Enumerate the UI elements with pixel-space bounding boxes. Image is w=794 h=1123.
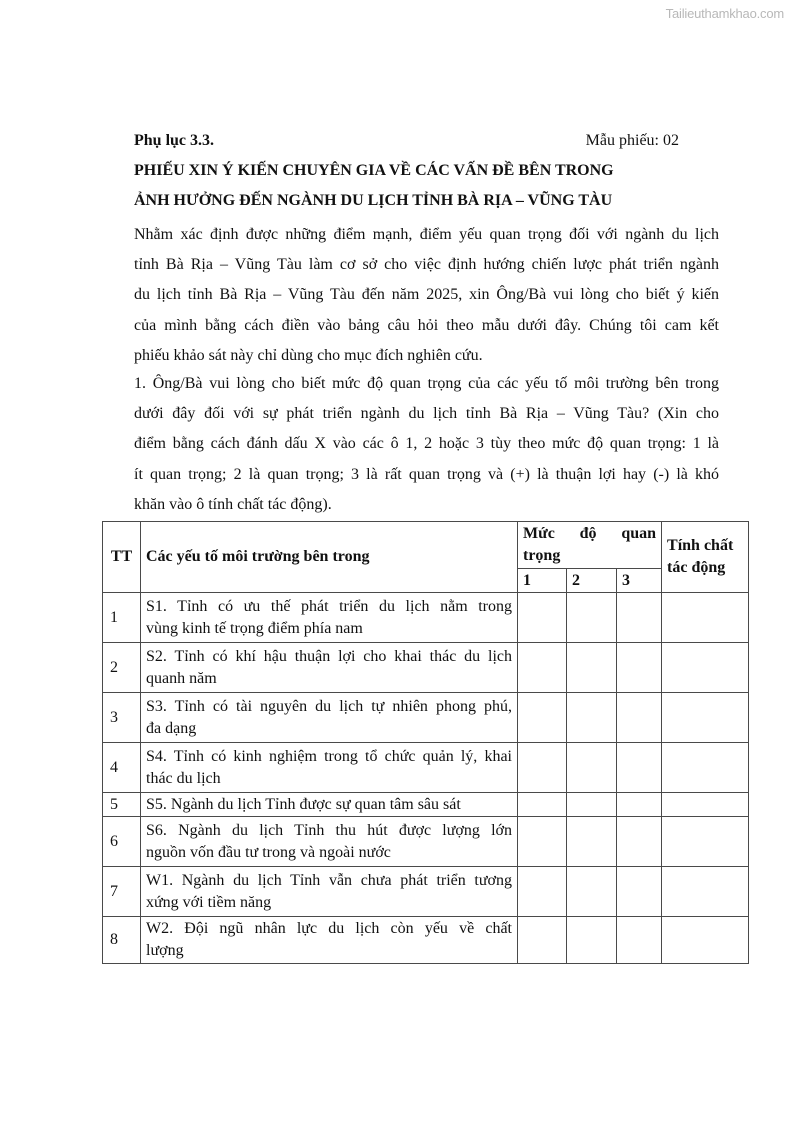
level-1-cell[interactable] <box>518 643 567 693</box>
level-3-cell[interactable] <box>617 817 662 867</box>
level-1-cell[interactable] <box>518 917 567 964</box>
question-line: dưới đây đối với sự phát triển ngành du lịch tỉnh Bà Rịa – Vũng Tàu? (Xin cho <box>134 405 719 423</box>
row-number: 1 <box>103 593 141 643</box>
survey-table <box>102 521 749 964</box>
level-2-cell[interactable] <box>567 593 617 643</box>
watermark: Tailieuthamkhao.com <box>665 6 784 21</box>
intro-line: Nhằm xác định được những điểm mạnh, điểm yếu quan trọng đối với ngành du lịch <box>134 226 719 243</box>
level-2-cell[interactable] <box>567 867 617 917</box>
factor-description <box>141 917 518 964</box>
level-2-cell[interactable] <box>567 643 617 693</box>
impact-cell[interactable] <box>662 793 749 817</box>
level-1-cell[interactable] <box>518 593 567 643</box>
level-2-cell[interactable] <box>567 693 617 743</box>
header-impact-line-1: Tính chất <box>667 537 734 554</box>
level-2-cell[interactable] <box>567 793 617 817</box>
appendix-label: Phụ lục 3.3. <box>134 132 215 149</box>
factor-line-1: S3. Tỉnh có tài nguyên du lịch tự nhiên phong phú, <box>146 697 512 715</box>
row-number: 6 <box>103 817 141 867</box>
question-paragraph <box>134 369 719 520</box>
factor-line-2: thác du lịch <box>146 769 221 787</box>
factor-line-1: S4. Tỉnh có kinh nghiệm trong tổ chức quản lý, khai <box>146 747 512 765</box>
header-impact-line-2: tác động <box>667 559 726 576</box>
table-row <box>103 693 749 743</box>
header-impact <box>662 522 749 593</box>
page-header <box>134 132 679 154</box>
factor-line-1: S6. Ngành du lịch Tỉnh thu hút được lượng lớn <box>146 821 512 839</box>
level-1-cell[interactable] <box>518 693 567 743</box>
question-line: khăn vào ô tính chất tác động). <box>134 495 332 513</box>
level-3-cell[interactable] <box>617 643 662 693</box>
row-number: 8 <box>103 917 141 964</box>
level-1-cell[interactable] <box>518 817 567 867</box>
table-row <box>103 743 749 793</box>
impact-cell[interactable] <box>662 817 749 867</box>
header-tt: TT <box>103 522 141 593</box>
factor-line-1: S2. Tỉnh có khí hậu thuận lợi cho khai thác du lịch <box>146 647 512 665</box>
intro-line: tỉnh Bà Rịa – Vũng Tàu làm cơ sở cho việc định hướng chiến lược phát triển ngành <box>134 256 719 274</box>
table-row <box>103 867 749 917</box>
level-2-cell[interactable] <box>567 817 617 867</box>
factor-description <box>141 867 518 917</box>
header-level-2: 2 <box>567 569 617 593</box>
factor-line-2: lượng <box>146 942 184 959</box>
impact-cell[interactable] <box>662 867 749 917</box>
table-row <box>103 917 749 964</box>
document-title-line-2: ẢNH HƯỞNG ĐẾN NGÀNH DU LỊCH TỈNH BÀ RỊA – VŨNG TÀU <box>134 192 613 209</box>
factor-line-1: S1. Tỉnh có ưu thế phát triển du lịch nằm trong <box>146 597 512 615</box>
impact-cell[interactable] <box>662 593 749 643</box>
table-row <box>103 817 749 867</box>
header-level-1: 1 <box>518 569 567 593</box>
intro-line: du lịch tỉnh Bà Rịa – Vũng Tàu đến năm 2025, xin Ông/Bà vui lòng cho biết ý kiến <box>134 286 719 304</box>
question-line: điểm bằng cách đánh dấu X vào các ô 1, 2 hoặc 3 tùy theo mức độ quan trọng: 1 là <box>134 435 719 453</box>
question-line: 1. Ông/Bà vui lòng cho biết mức độ quan trọng của các yếu tố môi trường bên trong <box>134 375 719 392</box>
header-importance-line-1: Mức độ quan <box>523 525 657 542</box>
factor-description <box>141 743 518 793</box>
impact-cell[interactable] <box>662 643 749 693</box>
factor-line-2: đa dạng <box>146 719 197 737</box>
intro-paragraph <box>134 220 719 371</box>
level-1-cell[interactable] <box>518 793 567 817</box>
level-2-cell[interactable] <box>567 917 617 964</box>
level-3-cell[interactable] <box>617 793 662 817</box>
table-row <box>103 643 749 693</box>
level-3-cell[interactable] <box>617 867 662 917</box>
table-row <box>103 593 749 643</box>
factor-line-1: S5. Ngành du lịch Tỉnh được sự quan tâm sâu sát <box>146 795 461 813</box>
row-number: 3 <box>103 693 141 743</box>
level-1-cell[interactable] <box>518 743 567 793</box>
level-1-cell[interactable] <box>518 867 567 917</box>
intro-line: của mình bằng cách điền vào bảng câu hỏi theo mẫu dưới đây. Chúng tôi cam kết <box>134 316 719 334</box>
question-line: ít quan trọng; 2 là quan trọng; 3 là rất quan trọng và (+) là thuận lợi hay (-) là khó <box>134 465 719 483</box>
document-title-line-1: PHIẾU XIN Ý KIẾN CHUYÊN GIA VỀ CÁC VẤN ĐỀ BÊN TRONG <box>134 162 614 179</box>
row-number: 4 <box>103 743 141 793</box>
level-2-cell[interactable] <box>567 743 617 793</box>
row-number: 5 <box>103 793 141 817</box>
factor-line-2: quanh năm <box>146 669 217 687</box>
row-number: 7 <box>103 867 141 917</box>
factor-description <box>141 643 518 693</box>
header-importance <box>518 522 662 569</box>
factor-description <box>141 793 518 817</box>
factor-description <box>141 693 518 743</box>
factor-line-1: W1. Ngành du lịch Tỉnh vẫn chưa phát triển tương <box>146 871 512 889</box>
factor-description <box>141 593 518 643</box>
header-factor: Các yếu tố môi trường bên trong <box>141 522 518 593</box>
impact-cell[interactable] <box>662 743 749 793</box>
level-3-cell[interactable] <box>617 693 662 743</box>
header-importance-line-2: trọng <box>523 547 561 564</box>
level-3-cell[interactable] <box>617 593 662 643</box>
level-3-cell[interactable] <box>617 743 662 793</box>
table-row <box>103 793 749 817</box>
form-number: Mẫu phiếu: 02 <box>585 132 679 149</box>
level-3-cell[interactable] <box>617 917 662 964</box>
intro-line: phiếu khảo sát này chỉ dùng cho mục đích nghiên cứu. <box>134 346 483 364</box>
factor-description <box>141 817 518 867</box>
impact-cell[interactable] <box>662 917 749 964</box>
factor-line-2: xứng với tiềm năng <box>146 893 272 911</box>
factor-line-1: W2. Đội ngũ nhân lực du lịch còn yếu về chất <box>146 920 512 937</box>
factor-line-2: nguồn vốn đầu tư trong và ngoài nước <box>146 843 391 861</box>
row-number: 2 <box>103 643 141 693</box>
factor-line-2: vùng kinh tế trọng điểm phía nam <box>146 619 363 637</box>
impact-cell[interactable] <box>662 693 749 743</box>
header-level-3: 3 <box>617 569 662 593</box>
